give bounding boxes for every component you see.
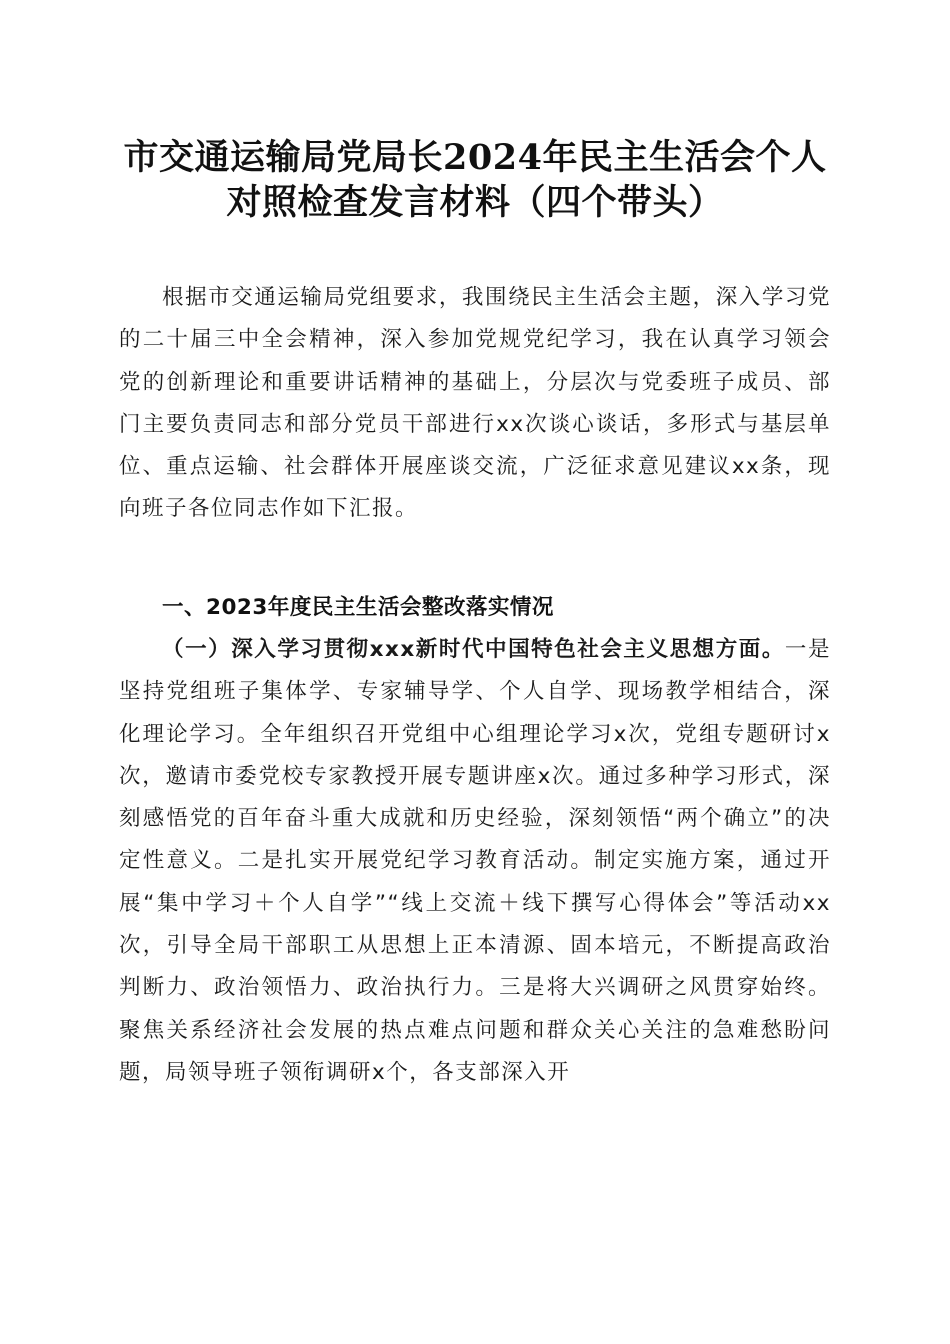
title-line-2: 对照检查发言材料（四个带头） bbox=[226, 182, 724, 223]
document-title bbox=[100, 135, 850, 225]
title-line-1: 市交通运输局党局长2024年民主生活会个人 bbox=[123, 137, 827, 178]
section-1-paragraph-1 bbox=[119, 629, 831, 1094]
section-1-heading: 一、2023年度民主生活会整改落实情况 bbox=[162, 595, 554, 620]
section-1-body-1: 一是坚持党组班子集体学、专家辅导学、个人自学、现场教学相结合，深化理论学习。全年组织召开党组中心组理论学习x次，党组专题研讨x次，邀请市委党校专家教授开展专题讲座x次。通过多种学习形式，深刻感悟党的百年奋斗重大成就和历史经验，深刻领悟“两个确立”的决定性意义。二是扎实开展党纪学习教育活动。制定实施方案，通过开展“集中学习＋个人自学”“线上交流＋线下撰写心得体会”等活动xx次，引导全局干部职工从思想上正本清源、固本培元，不断提高政治判断力、政治领悟力、政治执行力。三是将大兴调研之风贯穿始终。聚焦关系经济社会发展的热点难点问题和群众关心关注的急难愁盼问题，局领导班子领衔调研x个，各支部深入开 bbox=[119, 637, 831, 1085]
section-1-subheading-1: （一）深入学习贯彻xxx新时代中国特色社会主义思想方面。 bbox=[162, 637, 785, 662]
intro-paragraph: 根据市交通运输局党组要求，我围绕民主生活会主题，深入学习党的二十届三中全会精神，深入参加党规党纪学习，我在认真学习领会党的创新理论和重要讲话精神的基础上，分层次与党委班子成员、部门主要负责同志和部分党员干部进行xx次谈心谈话，多形式与基层单位、重点运输、社会群体开展座谈交流，广泛征求意见建议xx条，现向班子各位同志作如下汇报。 bbox=[119, 285, 831, 522]
